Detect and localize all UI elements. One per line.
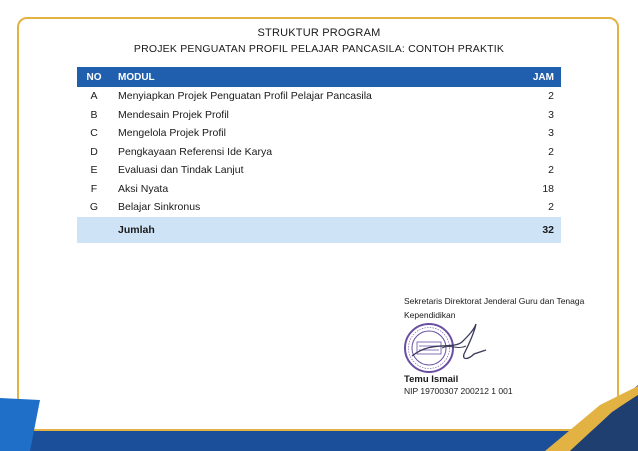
total-row	[77, 217, 561, 243]
row-no: E	[90, 164, 98, 177]
table-row	[77, 161, 561, 180]
row-modul: Evaluasi dan Tindak Lanjut	[118, 164, 244, 177]
table-row	[77, 124, 561, 143]
row-jam: 2	[548, 201, 554, 214]
row-jam: 18	[542, 182, 554, 195]
page-title: STRUKTUR PROGRAM	[257, 27, 381, 39]
header-modul: MODUL	[111, 67, 507, 87]
table-row	[77, 87, 561, 106]
row-jam: 2	[548, 90, 554, 103]
program-table	[77, 67, 561, 243]
row-jam: 3	[548, 127, 554, 140]
row-modul: Mengelola Projek Profil	[118, 127, 226, 140]
table-row	[77, 198, 561, 217]
signatory-position: Sekretaris Direktorat Jenderal Guru dan Tenaga Kependidikan	[404, 296, 585, 320]
total-no	[77, 217, 111, 243]
table-row	[77, 180, 561, 199]
row-no: A	[90, 90, 98, 103]
header-no: NO	[77, 67, 111, 87]
row-jam: 2	[548, 145, 554, 158]
page-subtitle: PROJEK PENGUATAN PROFIL PELAJAR PANCASILA: CONTOH PRAKTIK	[133, 43, 505, 55]
total-label: Jumlah	[111, 217, 507, 243]
row-modul: Mendesain Projek Profil	[118, 108, 229, 121]
row-no: D	[90, 145, 98, 158]
total-value: 32	[507, 217, 561, 243]
signatory-nip: NIP 19700307 200212 1 001	[404, 386, 513, 396]
row-modul: Belajar Sinkronus	[118, 201, 201, 214]
header-jam: JAM	[507, 67, 561, 87]
row-jam: 2	[548, 164, 554, 177]
row-no: F	[90, 182, 98, 195]
row-modul: Pengkayaan Referensi Ide Karya	[118, 145, 273, 158]
row-modul: Aksi Nyata	[118, 182, 169, 195]
official-stamp-signature	[402, 320, 498, 376]
row-modul: Menyiapkan Projek Penguatan Profil Pelajar Pancasila	[118, 90, 372, 103]
row-no: G	[89, 201, 99, 214]
table-row	[77, 106, 561, 125]
signatory-name: Temu Ismail	[404, 374, 459, 385]
row-jam: 3	[548, 108, 554, 121]
row-no: C	[90, 127, 98, 140]
row-no: B	[90, 108, 98, 121]
table-row	[77, 143, 561, 162]
table-header-row	[77, 67, 561, 87]
